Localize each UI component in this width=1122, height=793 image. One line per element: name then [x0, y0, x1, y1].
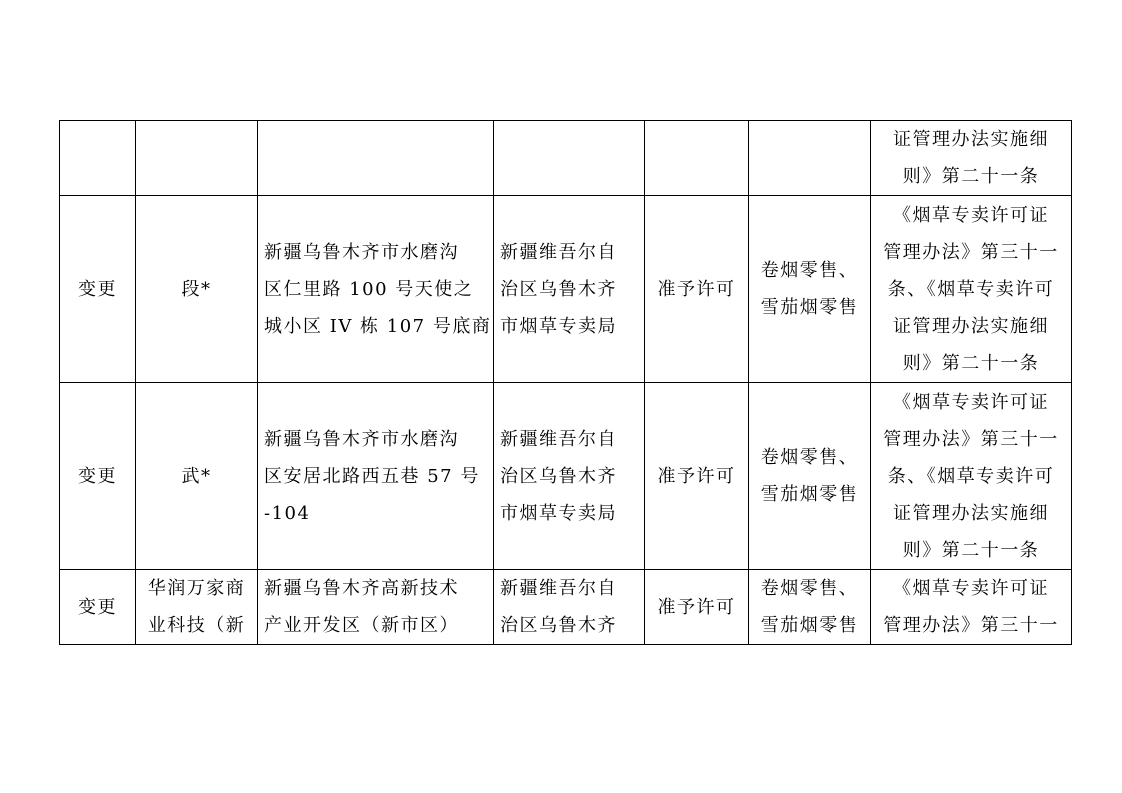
business-address-cell [258, 196, 494, 383]
cell-text-line: 《烟草专卖许可证 [893, 578, 1049, 599]
license-scope-cell [749, 121, 871, 196]
cell-text: 准予许可 [657, 596, 736, 618]
applicant-name-cell [136, 196, 258, 383]
cell-text-line: 《烟草专卖许可证 [893, 391, 1049, 413]
cell-text-line: 卷烟零售、 [760, 578, 859, 599]
table-row [60, 570, 1072, 645]
cell-text-line: 武* [181, 465, 212, 487]
cell-text-line: 管理办法》第三十一 [883, 428, 1059, 450]
cell-text-line: 证管理办法实施细 [893, 502, 1049, 524]
cell-text-line: 新疆乌鲁木齐市水磨沟 [264, 241, 459, 263]
cell-text-line: 市烟草专卖局 [500, 315, 617, 337]
table-body [60, 121, 1072, 645]
cell-text: 变更 [78, 465, 117, 487]
cell-text: 变更 [78, 278, 117, 300]
permit-table [59, 120, 1072, 645]
cell-text-line: 证管理办法实施细 [893, 129, 1049, 150]
change-type-cell [60, 121, 136, 196]
cell-text-line: 新疆乌鲁木齐市水磨沟 [264, 428, 459, 450]
cell-text-line: 管理办法》第三十一 [883, 615, 1059, 636]
cell-text-line: 新疆维吾尔自 [500, 578, 617, 599]
cell-text-line: 卷烟零售、 [760, 447, 859, 468]
issuing-authority-cell [494, 570, 645, 645]
cell-text-line: 区安居北路西五巷 57 号 [264, 465, 480, 487]
cell-text-line: 城小区 IV 栋 107 号底商 [264, 315, 492, 337]
cell-text-line: 段* [181, 278, 212, 300]
license-scope-cell [749, 570, 871, 645]
cell-text-line: 华润万家商 [147, 578, 246, 599]
business-address-cell [258, 570, 494, 645]
change-type-cell [60, 383, 136, 570]
business-address-cell [258, 121, 494, 196]
decision-cell [645, 383, 749, 570]
cell-text-line: 证管理办法实施细 [893, 315, 1049, 337]
cell-text-line: 治区乌鲁木齐 [500, 278, 617, 300]
cell-text: 准予许可 [657, 278, 736, 300]
cell-text-line: 管理办法》第三十一 [883, 241, 1059, 263]
legal-basis-cell [871, 196, 1072, 383]
decision-cell [645, 196, 749, 383]
cell-text-line: 新疆维吾尔自 [500, 241, 617, 263]
cell-text-line: 则》第二十一条 [902, 352, 1040, 374]
cell-text-line: 市烟草专卖局 [500, 502, 617, 524]
cell-text-line: 则》第二十一条 [902, 166, 1040, 187]
license-scope-cell [749, 196, 871, 383]
business-address-cell [258, 383, 494, 570]
cell-text-line: 则》第二十一条 [902, 539, 1040, 561]
change-type-cell [60, 570, 136, 645]
decision-cell [645, 570, 749, 645]
table-row [60, 196, 1072, 383]
cell-text-line: 雪茄烟零售 [760, 297, 859, 318]
table-row [60, 121, 1072, 196]
license-scope-cell [749, 383, 871, 570]
cell-text-line: 《烟草专卖许可证 [893, 204, 1049, 226]
issuing-authority-cell [494, 383, 645, 570]
cell-text: 准予许可 [657, 465, 736, 487]
cell-text-line: 雪茄烟零售 [760, 615, 859, 636]
applicant-name-cell [136, 570, 258, 645]
legal-basis-cell [871, 383, 1072, 570]
change-type-cell [60, 196, 136, 383]
decision-cell [645, 121, 749, 196]
issuing-authority-cell [494, 121, 645, 196]
cell-text-line: 产业开发区（新市区） [264, 615, 459, 636]
legal-basis-cell [871, 121, 1072, 196]
cell-text-line: 卷烟零售、 [760, 260, 859, 281]
table-row [60, 383, 1072, 570]
cell-text-line: 区仁里路 100 号天使之 [264, 278, 474, 300]
cell-text-line: 新疆维吾尔自 [500, 428, 617, 450]
applicant-name-cell [136, 121, 258, 196]
cell-text-line: 治区乌鲁木齐 [500, 615, 617, 636]
cell-text-line: 雪茄烟零售 [760, 484, 859, 505]
cell-text-line: 业科技（新 [147, 615, 246, 636]
cell-text-line: 新疆乌鲁木齐高新技术 [264, 578, 459, 599]
issuing-authority-cell [494, 196, 645, 383]
legal-basis-cell [871, 570, 1072, 645]
cell-text-line: 条、《烟草专卖许可 [887, 465, 1055, 487]
cell-text-line: -104 [264, 502, 311, 524]
applicant-name-cell [136, 383, 258, 570]
cell-text-line: 条、《烟草专卖许可 [887, 278, 1055, 300]
cell-text-line: 治区乌鲁木齐 [500, 465, 617, 487]
cell-text: 变更 [78, 596, 117, 618]
